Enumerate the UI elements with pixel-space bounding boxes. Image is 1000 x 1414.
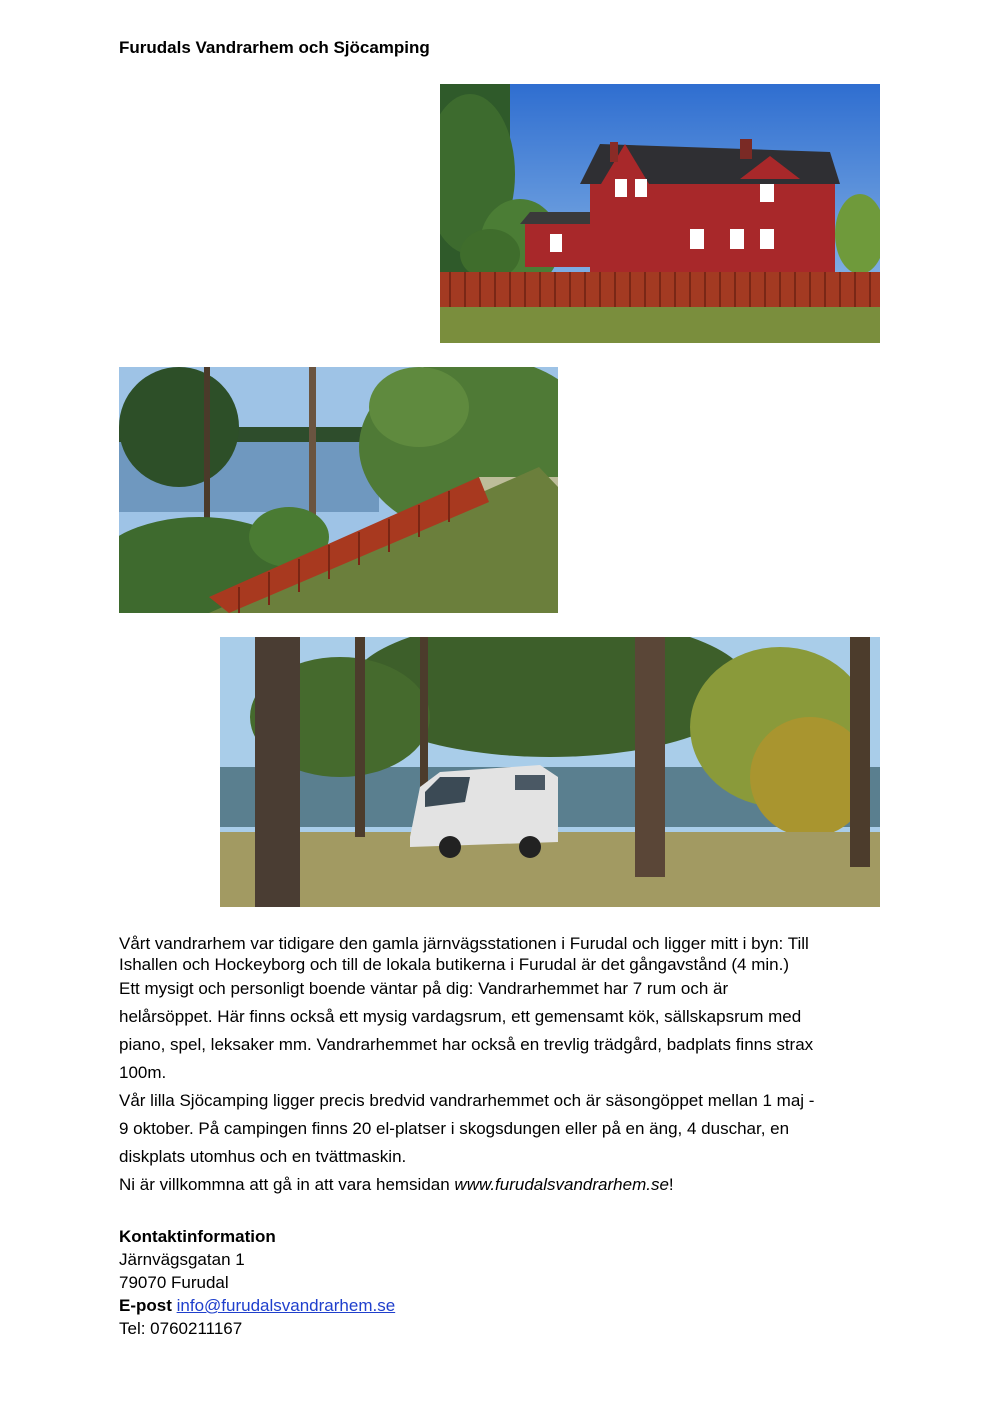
text-line: diskplats utomhus och en tvättmaskin. xyxy=(119,1147,407,1166)
phone-number: Tel: 0760211167 xyxy=(119,1319,243,1338)
campervan-photo xyxy=(220,637,880,907)
street-address: Järnvägsgatan 1 xyxy=(119,1250,245,1269)
text-line: Vår lilla Sjöcamping ligger precis bredvid vandrarhemmet och är säsongöppet mellan 1 maj - xyxy=(119,1091,815,1110)
website-text: www.furudalsvandrarhem.se xyxy=(454,1175,669,1194)
text-line: piano, spel, leksaker mm. Vandrarhemmet har också en trevlig trädgård, badplats finns strax xyxy=(119,1035,814,1054)
house-photo xyxy=(440,84,880,343)
website-sentence xyxy=(119,1175,674,1194)
email-label: E-post xyxy=(119,1296,172,1315)
postal-address: 79070 Furudal xyxy=(119,1273,229,1292)
description xyxy=(119,933,889,1199)
document-title: Furudals Vandrarhem och Sjöcamping xyxy=(119,38,430,57)
paragraph-location xyxy=(119,933,889,975)
text-line: Ni är villkommna att gå in att vara hemsidan xyxy=(119,1175,455,1194)
text-line: Ett mysigt och personligt boende väntar på dig: Vandrarhemmet har 7 rum och är xyxy=(119,979,729,998)
text-line: Ishallen och Hockeyborg och till de lokala butikerna i Furudal är det gångavstånd (4 min.) xyxy=(119,955,789,974)
contact-heading: Kontaktinformation xyxy=(119,1227,276,1246)
text-line: helårsöppet. Här finns också ett mysig vardagsrum, ett gemensamt kök, sällskapsrum med xyxy=(119,1007,802,1026)
text-line: Vårt vandrarhem var tidigare den gamla järnvägsstationen i Furudal och ligger mitt i byn: Till xyxy=(119,934,809,953)
lake-illustration xyxy=(119,367,558,613)
text-line: 100m. xyxy=(119,1063,167,1082)
lake-photo xyxy=(119,367,558,613)
text-line: 9 oktober. På campingen finns 20 el-platser i skogsdungen eller på en äng, 4 duschar, en xyxy=(119,1119,790,1138)
email-row xyxy=(119,1294,395,1317)
campervan-illustration xyxy=(220,637,880,907)
contact-section xyxy=(119,1225,395,1340)
text-line: ! xyxy=(668,1175,674,1194)
house-illustration xyxy=(440,84,880,343)
paragraph-hostel xyxy=(119,975,889,1199)
email-link[interactable]: info@furudalsvandrarhem.se xyxy=(176,1296,396,1315)
